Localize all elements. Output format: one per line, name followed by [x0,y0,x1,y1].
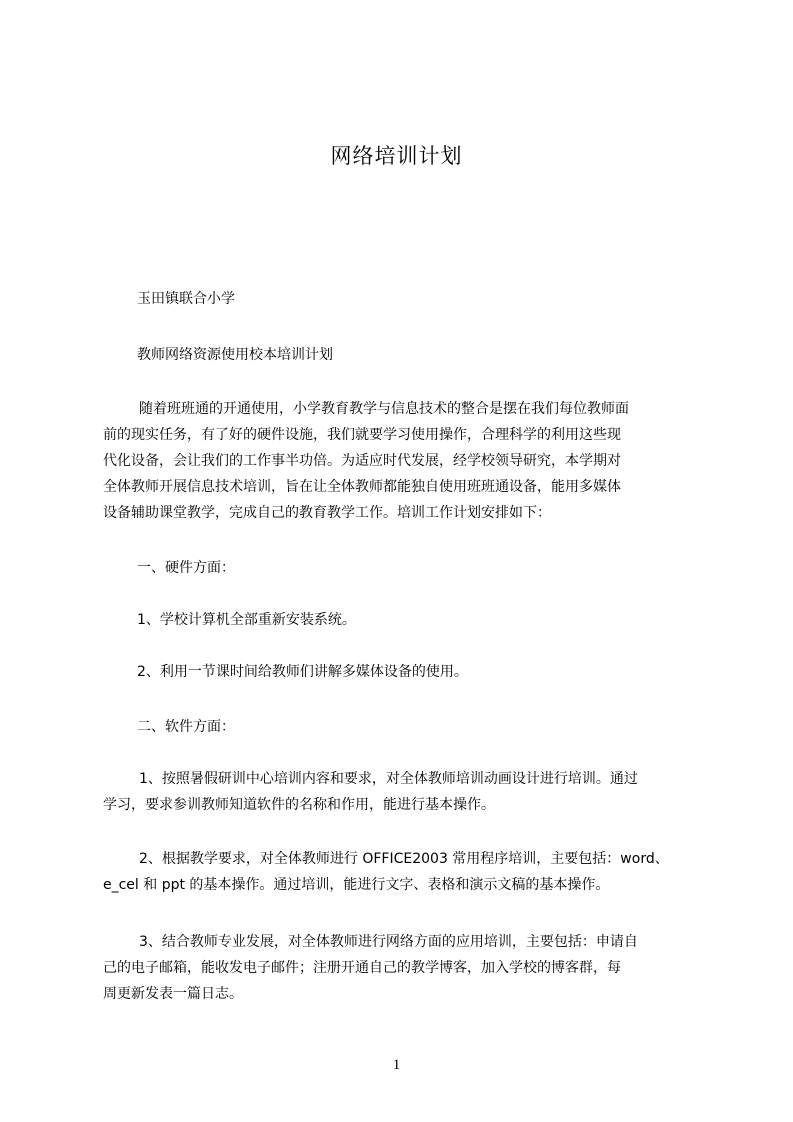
hardware-item-1: 1、学校计算机全部重新安装系统。 [137,612,356,628]
software-item-1-line: 1、按照暑假研训中心培训内容和要求，对全体教师培训动画设计进行培训。通过 [139,771,638,787]
intro-paragraph [103,396,715,526]
intro-line: 代化设备，会让我们的工作事半功倍。为适应时代发展，经学校领导研究，本学期对 [103,453,621,469]
page-number: 1 [392,1057,401,1073]
software-item-3-line: 3、结合教师专业发展，对全体教师进行网络方面的应用培训，主要包括：申请自 [139,934,638,950]
software-item-1-line: 学习，要求参训教师知道软件的名称和作用，能进行基本操作。 [103,797,495,813]
software-heading: 二、软件方面： [137,719,235,735]
software-item-3-line: 己的电子邮箱，能收发电子邮件；注册开通自己的教学博客，加入学校的博客群，每 [103,960,621,976]
software-item-3 [103,929,715,1007]
intro-line: 全体教师开展信息技术培训，旨在让全体教师都能独自使用班班通设备，能用多媒体 [103,479,621,495]
software-item-3-line: 周更新发表一篇日志。 [103,986,243,1002]
hardware-item-2: 2、利用一节课时间给教师们讲解多媒体设备的使用。 [137,664,468,680]
software-item-2-line: 2、根据教学要求，对全体教师进行 OFFICE2003 常用程序培训，主要包括：word、 [139,851,669,867]
software-item-2 [103,846,715,898]
hardware-heading: 一、硬件方面： [137,560,235,576]
software-item-1 [103,766,715,818]
intro-line: 设备辅助课堂教学，完成自己的教育教学工作。培训工作计划安排如下： [103,505,551,521]
school-name: 玉田镇联合小学 [137,291,235,307]
intro-line: 前的现实任务，有了好的硬件设施，我们就要学习使用操作，合理科学的利用这些现 [103,427,621,443]
intro-line: 随着班班通的开通使用，小学教育教学与信息技术的整合是摆在我们每位教师面 [139,401,629,417]
document-title: 网络培训计划 [330,144,463,168]
software-item-2-line: e_cel 和 ppt 的基本操作。通过培训，能进行文字、表格和演示文稿的基本操作。 [103,877,610,893]
plan-subtitle: 教师网络资源使用校本培训计划 [137,347,333,363]
